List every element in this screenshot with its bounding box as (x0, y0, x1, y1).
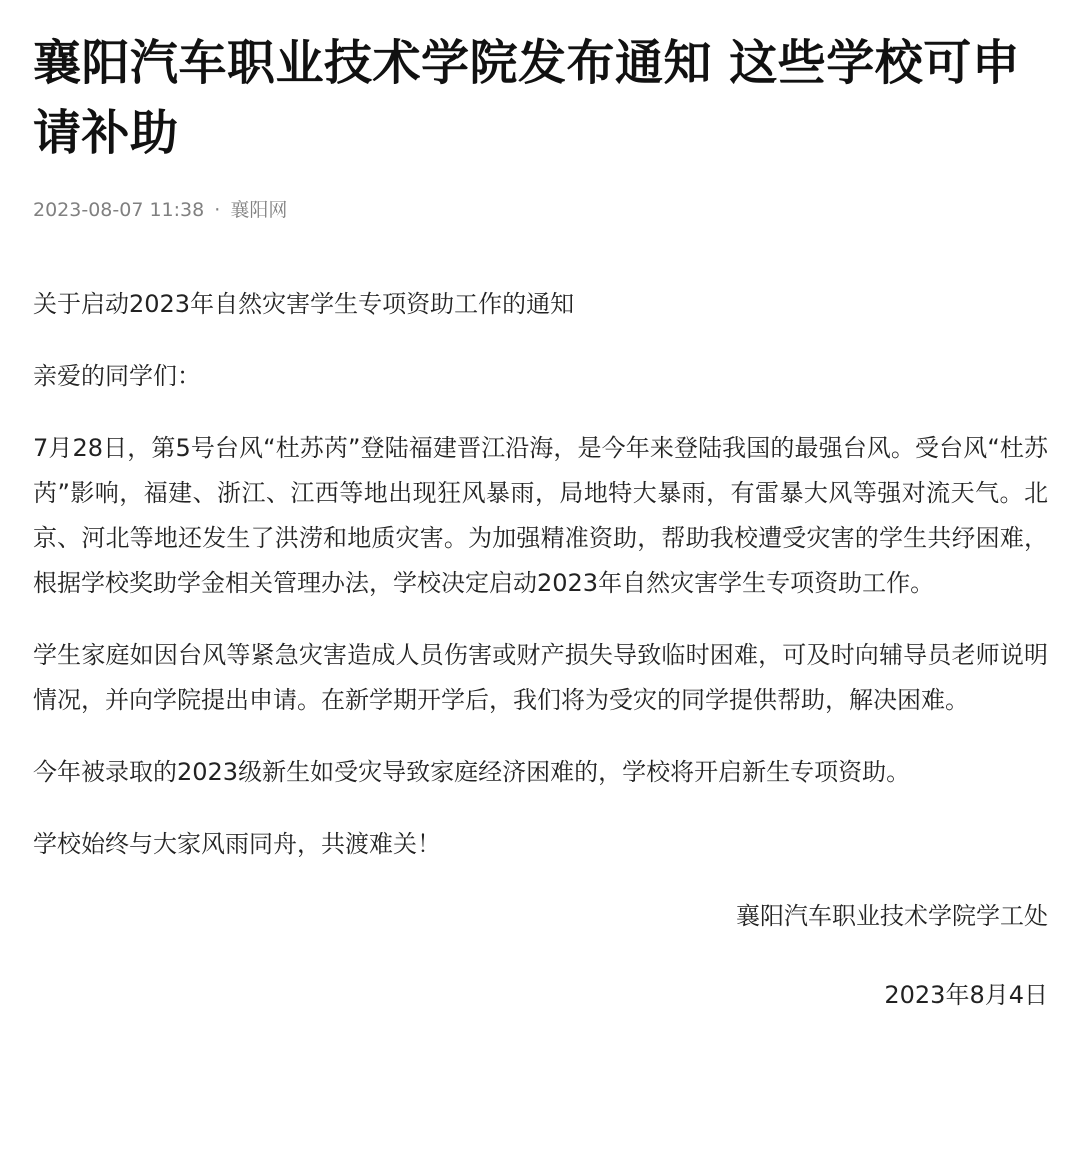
body-paragraph: 学生家庭如因台风等紧急灾害造成人员伤害或财产损失导致临时困难，可及时向辅导员老师说明情况，并向学院提出申请。在新学期开学后，我们将为受灾的同学提供帮助，解决困难。 (33, 641, 1048, 714)
body-paragraph: 7月28日，第5号台风“杜苏芮”登陆福建晋江沿海，是今年来登陆我国的最强台风。受台风“杜苏芮”影响，福建、浙江、江西等地出现狂风暴雨，局地特大暴雨，有雷暴大风等强对流天气。北京、河北等地还发生了洪涝和地质灾害。为加强精准资助，帮助我校遭受灾害的学生共纾困难，根据学校奖助学金相关管理办法，学校决定启动2023年自然灾害学生专项资助工作。 (33, 434, 1048, 597)
meta-separator: · (214, 199, 221, 221)
publish-datetime: 2023-08-07 11:38 (33, 199, 205, 221)
article (33, 28, 1048, 1018)
article-title: 襄阳汽车职业技术学院发布通知 这些学校可申请补助 (33, 35, 1021, 161)
signature-date: 2023年8月4日 (884, 981, 1048, 1009)
closing-paragraph: 学校始终与大家风雨同舟，共渡难关！ (33, 830, 441, 858)
article-meta (33, 198, 1048, 222)
salutation: 亲爱的同学们： (33, 362, 201, 390)
notice-heading: 关于启动2023年自然灾害学生专项资助工作的通知 (33, 290, 575, 318)
signature: 襄阳汽车职业技术学院学工处 (736, 902, 1048, 930)
body-paragraph: 今年被录取的2023级新生如受灾导致家庭经济困难的，学校将开启新生专项资助。 (33, 758, 911, 786)
source-name: 襄阳网 (230, 199, 288, 221)
article-body (33, 282, 1048, 1018)
